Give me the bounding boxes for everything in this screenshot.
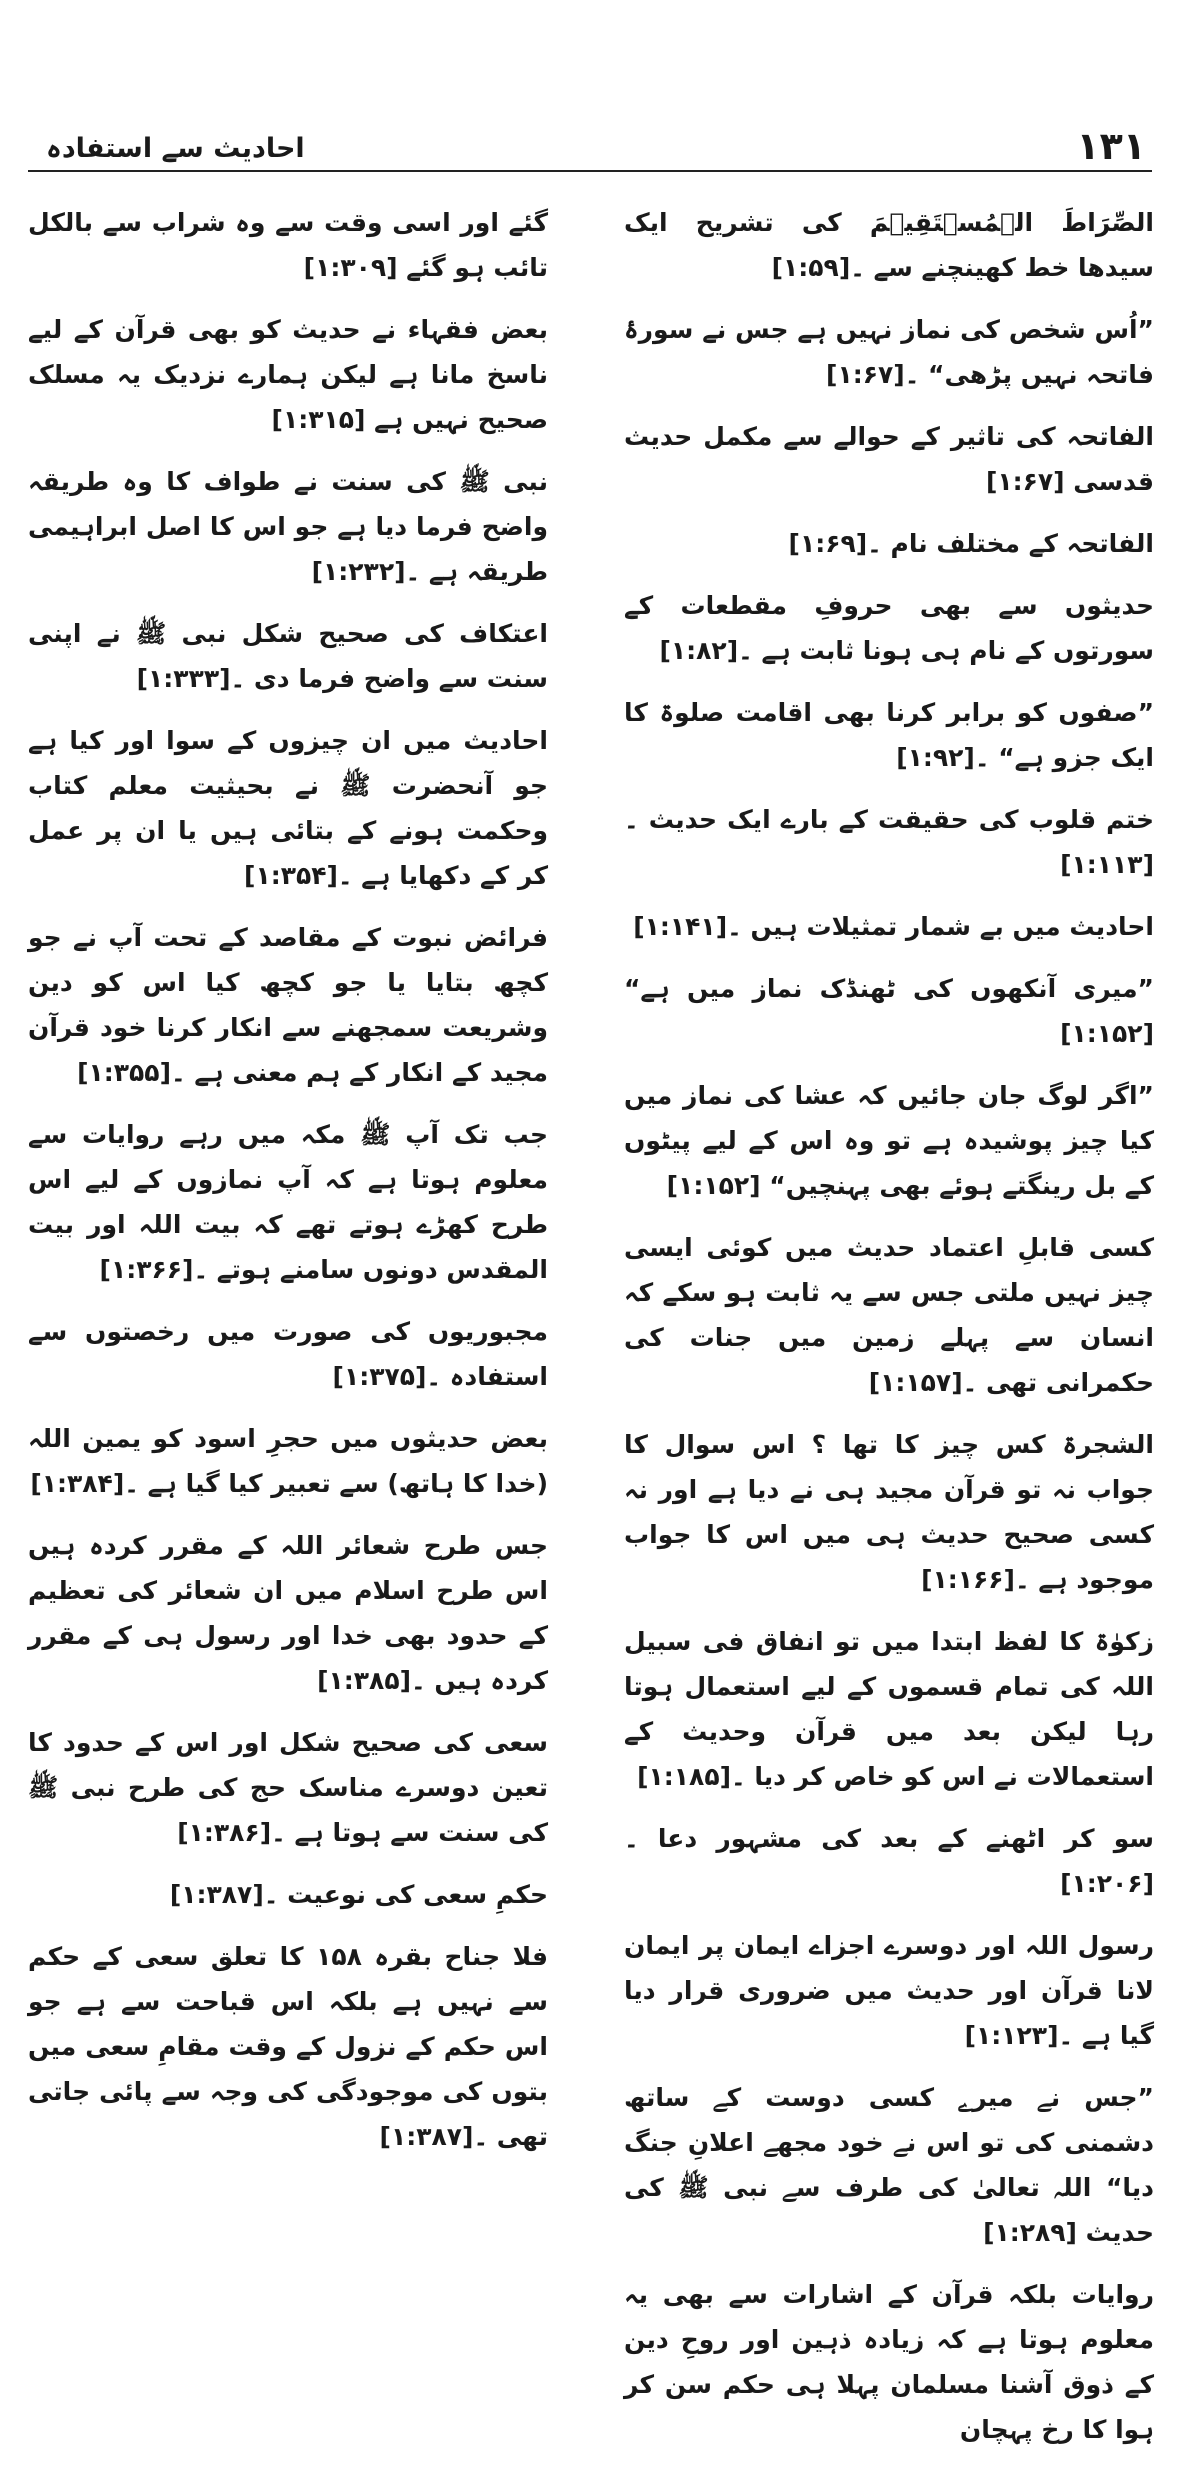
paragraph: سو کر اٹھنے کے بعد کی مشہور دعا ۔[۱:۲۰۶] xyxy=(624,1824,1154,1898)
paragraph: ”جس نے میرے کسی دوست کے ساتھ دشمنی کی تو اس نے خود مجھے اعلانِ جنگ دیا“ اللہ تعالیٰ کی طرف سے نبی ﷺ کی حدیث [۱:۲۸۹] xyxy=(624,2083,1154,2247)
paragraph: رسول اللہ اور دوسرے اجزاے ایمان پر ایمان لانا قرآن اور حدیث میں ضروری قرار دیا گیا ہے ۔[۱:۱۲۳] xyxy=(624,1931,1154,2050)
paragraph: الشجرۃ کس چیز کا تھا ؟ اس سوال کا جواب نہ تو قرآن مجید ہی نے دیا ہے اور نہ کسی صحیح حدیث ہی میں اس کا جواب موجود ہے ۔[۱:۱۶۶] xyxy=(624,1430,1154,1594)
paragraph: حدیثوں سے بھی حروفِ مقطعات کے سورتوں کے نام ہی ہونا ثابت ہے ۔[۱:۸۲] xyxy=(624,591,1154,665)
paragraph: سعی کی صحیح شکل اور اس کے حدود کا تعین دوسرے مناسک حج کی طرح نبی ﷺ کی سنت سے ہوتا ہے ۔[۱:۳۸۶] xyxy=(28,1728,548,1847)
paragraph: احادیث میں ان چیزوں کے سوا اور کیا ہے جو آنحضرت ﷺ نے بحیثیت معلم کتاب وحکمت ہونے کے بتائی ہیں یا ان پر عمل کر کے دکھایا ہے ۔[۱:۳۵۴] xyxy=(28,726,548,890)
left-column xyxy=(28,200,548,2176)
paragraph: الفاتحہ کے مختلف نام ۔[۱:۶۹] xyxy=(788,529,1154,558)
page-header xyxy=(28,118,1152,172)
paragraph: کسی قابلِ اعتماد حدیث میں کوئی ایسی چیز نہیں ملتی جس سے یہ ثابت ہو سکے کہ انسان سے پہلے زمین میں جنات کی حکمرانی تھی ۔[۱:۱۵۷] xyxy=(624,1233,1154,1397)
page-number: ۱۳۱ xyxy=(1076,124,1146,168)
paragraph: ”صفوں کو برابر کرنا بھی اقامت صلوۃ کا ایک جزو ہے“ ۔[۱:۹۲] xyxy=(624,698,1154,772)
text-columns xyxy=(28,200,1154,2444)
paragraph: الفاتحہ کی تاثیر کے حوالے سے مکمل حدیث قدسی [۱:۶۷] xyxy=(624,422,1154,496)
paragraph: مجبوریوں کی صورت میں رخصتوں سے استفادہ ۔[۱:۳۷۵] xyxy=(28,1317,548,1391)
paragraph: اعتکاف کی صحیح شکل نبی ﷺ نے اپنی سنت سے واضح فرما دی ۔[۱:۳۳۳] xyxy=(28,619,548,693)
paragraph: گئے اور اسی وقت سے وہ شراب سے بالکل تائب ہو گئے [۱:۳۰۹] xyxy=(28,208,548,282)
paragraph: روایات بلکہ قرآن کے اشارات سے بھی یہ معلوم ہوتا ہے کہ زیادہ ذہین اور روحِ دین کے ذوق آشنا مسلمان پہلا ہی حکم سن کر ہوا کا رخ پہچان xyxy=(624,2280,1154,2444)
paragraph: ”اُس شخص کی نماز نہیں ہے جس نے سورۂ فاتحہ نہیں پڑھی“ ۔[۱:۶۷] xyxy=(624,315,1154,389)
paragraph: فرائض نبوت کے مقاصد کے تحت آپ نے جو کچھ بتایا یا جو کچھ کیا اس کو دین وشریعت سمجھنے سے انکار کرنا خود قرآن مجید کے انکار کے ہم معنی ہے ۔[۱:۳۵۵] xyxy=(28,923,548,1087)
paragraph: احادیث میں بے شمار تمثیلات ہیں ۔[۱:۱۴۱] xyxy=(633,912,1154,941)
paragraph: فلا جناح بقرہ ۱۵۸ کا تعلق سعی کے حکم سے نہیں ہے بلکہ اس قباحت سے ہے جو اس حکم کے نزول کے وقت مقامِ سعی میں بتوں کی موجودگی کی وجہ سے پائی جاتی تھی ۔[۱:۳۸۷] xyxy=(28,1942,548,2151)
paragraph: زکوٰۃ کا لفظ ابتدا میں تو انفاق فی سبیل اللہ کی تمام قسموں کے لیے استعمال ہوتا رہا لیکن بعد میں قرآن وحدیث کے استعمالات نے اس کو خاص کر دیا ۔[۱:۱۸۵] xyxy=(624,1627,1154,1791)
paragraph: الصِّرَاطَ الۡمُسۡتَقِیۡمَ کی تشریح ایک سیدھا خط کھینچنے سے ۔[۱:۵۹] xyxy=(624,208,1154,282)
paragraph: بعض فقہاء نے حدیث کو بھی قرآن کے لیے ناسخ مانا ہے لیکن ہمارے نزدیک یہ مسلک صحیح نہیں ہے [۱:۳۱۵] xyxy=(28,315,548,434)
paragraph: جب تک آپ ﷺ مکہ میں رہے روایات سے معلوم ہوتا ہے کہ آپ نمازوں کے لیے اس طرح کھڑے ہوتے تھے کہ بیت اللہ اور بیت المقدس دونوں سامنے ہوتے ۔[۱:۳۶۶] xyxy=(28,1120,548,1284)
paragraph: نبی ﷺ کی سنت نے طواف کا وہ طریقہ واضح فرما دیا ہے جو اس کا اصل ابراہیمی طریقہ ہے ۔[۱:۲۳۲] xyxy=(28,467,548,586)
paragraph: حکمِ سعی کی نوعیت ۔[۱:۳۸۷] xyxy=(169,1880,548,1909)
paragraph: ”میری آنکھوں کی ٹھنڈک نماز میں ہے“ [۱:۱۵۲] xyxy=(624,974,1154,1048)
paragraph: جس طرح شعائر اللہ کے مقرر کردہ ہیں اس طرح اسلام میں ان شعائر کی تعظیم کے حدود بھی خدا اور رسول ہی کے مقرر کردہ ہیں ۔[۱:۳۸۵] xyxy=(28,1531,548,1695)
paragraph: ختم قلوب کی حقیقت کے بارے ایک حدیث ۔[۱:۱۱۳] xyxy=(624,805,1154,879)
right-column xyxy=(624,200,1154,2469)
paragraph: بعض حدیثوں میں حجرِ اسود کو یمین اللہ (خدا کا ہاتھ) سے تعبیر کیا گیا ہے ۔[۱:۳۸۴] xyxy=(28,1424,548,1498)
paragraph: ”اگر لوگ جان جائیں کہ عشا کی نماز میں کیا چیز پوشیدہ ہے تو وہ اس کے لیے پیٹوں کے بل رینگتے ہوئے بھی پہنچیں“ [۱:۱۵۲] xyxy=(624,1081,1154,1200)
running-title: احادیث سے استفادہ xyxy=(46,133,305,164)
